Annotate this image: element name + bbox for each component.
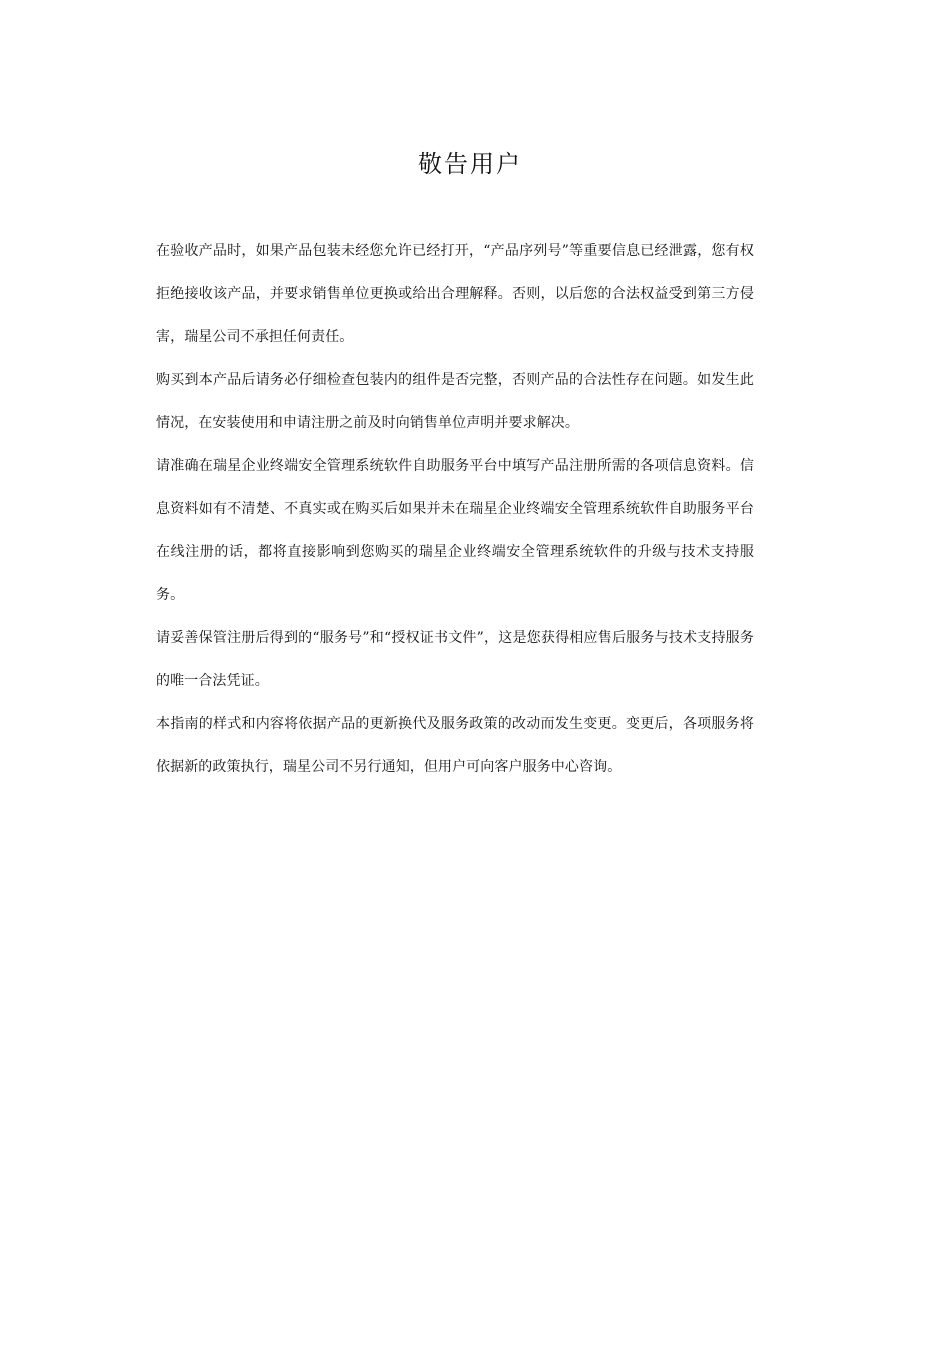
paragraph-registration-info: 请准确在瑞星企业终端安全管理系统软件自助服务平台中填写产品注册所需的各项信息资料。信息资料如有不清楚、不真实或在购买后如果并未在瑞星企业终端安全管理系统软件自助服务平台在线注册的话，都将直接影响到您购买的瑞星企业终端安全管理系统软件的升级与技术支持服务。 <box>156 458 754 603</box>
notice-body <box>156 230 754 789</box>
paragraph-component-check: 购买到本产品后请务必仔细检查包装内的组件是否完整，否则产品的合法性存在问题。如发生此情况，在安装使用和申请注册之前及时向销售单位声明并要求解决。 <box>156 372 754 431</box>
page-title: 敬告用户 <box>418 150 522 178</box>
paragraph-guide-changes: 本指南的样式和内容将依据产品的更新换代及服务政策的改动而发生变更。变更后，各项服务将依据新的政策执行，瑞星公司不另行通知，但用户可向客户服务中心咨询。 <box>156 716 754 775</box>
paragraph-service-number: 请妥善保管注册后得到的“服务号”和“授权证书文件”，这是您获得相应售后服务与技术支持服务的唯一合法凭证。 <box>156 630 754 689</box>
paragraph-package-check: 在验收产品时，如果产品包装未经您允许已经打开，“产品序列号”等重要信息已经泄露，您有权拒绝接收该产品，并要求销售单位更换或给出合理解释。否则，以后您的合法权益受到第三方侵害，瑞星公司不承担任何责任。 <box>156 243 754 345</box>
